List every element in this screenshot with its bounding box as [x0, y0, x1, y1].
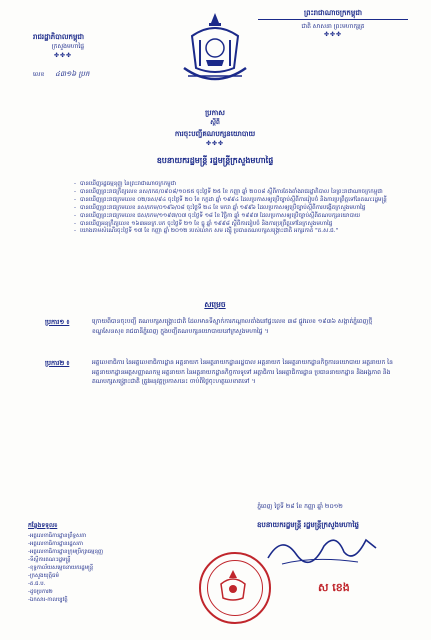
- cc-heading: កន្លែងទទួល៖: [28, 522, 58, 529]
- cc-item: -ក្រសួងយុត្តិធម៌: [28, 573, 59, 579]
- national-motto: ជាតិ សាសនា ព្រះមហាក្សត្រ: [301, 23, 365, 30]
- signatory-title: ឧបនាយករដ្ឋមន្ត្រី រដ្ឋមន្ត្រីក្រសួងមហាផ្ទៃ: [256, 521, 359, 529]
- cc-item: -អគ្គលេខាធិការដ្ឋានក្រុមប្រឹក្សាធម្មនុញ្ញ: [28, 549, 104, 555]
- motto-ornament: ✤✤✤: [323, 31, 343, 38]
- reference-item: - យោងតាមសំណើរចុះថ្ងៃទី ១៧ ខែ កញ្ញា ឆ្នាំ ២០១២ របស់លោក សម រង្ស៊ី ប្រធានគណបក្សសង្គ្រោះជាតិ អក្សរកាត់ "គ.ស.ជ.": [74, 228, 392, 236]
- header-rule: [258, 19, 408, 20]
- reference-item: - បានឃើញព្រះរាជក្រមលេខ ០២/នស/៩៤ ចុះថ្ងៃទី ២០ ខែ កក្កដា ឆ្នាំ ១៩៩៤ ដែលប្រកាសឲ្យប្រើច្បាប់ស្តីពីការរៀបចំ និងការប្រព្រឹត្តទៅនៃគណៈរដ្ឋមន្ត្រី: [74, 197, 392, 205]
- reference-item: - បានឃើញអនុក្រឹត្យលេខ ១៦៣អនក្រ.បក ចុះថ្ងៃទី ២១ ខែ ធ្នូ ឆ្នាំ ១៩៩៨ ស្តីពីការរៀបចំ និងការប្រព្រឹត្តទៅនៃក្រសួងមហាផ្ទៃ: [74, 221, 392, 229]
- cc-list: [28, 532, 103, 604]
- ministry-ornament: ✤✤✤: [53, 52, 73, 59]
- cc-item: -ខុទ្ទកាល័យសម្តេចនាយករដ្ឋមន្ត្រី: [28, 565, 94, 571]
- article-2-text: អគ្គលេខាធិការ នៃអគ្គលេខាធិការដ្ឋាន អគ្គនាយក នៃអគ្គនាយកដ្ឋានរដ្ឋបាល អគ្គនាយក នៃអគ្គនាយកដ្ឋានកិច្ចការនយោបាយ អគ្គនាយក នៃអគ្គនាយកដ្ឋានអត្តសញ្ញាណកម្ម អគ្គនាយក នៃអគ្គនាយកដ្ឋានកិច្ចការទូទៅ អគ្គាធិការ នៃអគ្គាធិការដ្ឋាន ប្រធាននាយកដ្ឋាន និងអង្គភាព និងគណបក្សសង្គ្រោះជាតិ ត្រូវអនុវត្តប្រកាសនេះ ចាប់ពីថ្ងៃចុះហត្ថលេខាតទៅ ។: [92, 359, 393, 386]
- reference-item: - បានឃើញព្រះរាជក្រមលេខ ជស/រកម/១១៩៧/០៧ ចុះថ្ងៃទី ១៨ ខែ វិច្ឆិកា ឆ្នាំ ១៩៩៧ ដែលប្រកាសឲ្យប្រើច្បាប់ស្តីពីគណបក្សនយោបាយ: [74, 213, 392, 221]
- reference-item: - បានឃើញព្រះរាជក្រមលេខ នស/រកម/០១៩៦/០៨ ចុះថ្ងៃទី ២៤ ខែ មករា ឆ្នាំ ១៩៩៦ ដែលប្រកាសឲ្យប្រើច្បាប់ស្តីពីការបង្កើតក្រសួងមហាផ្ទៃ: [74, 205, 392, 213]
- signatory-name: ស ខេង: [318, 581, 350, 594]
- seal-emblem-icon: [213, 566, 253, 606]
- cc-item: -ឯកសារ-កាលប្បវត្តិ: [28, 597, 68, 603]
- place-date: ភ្នំពេញ ថ្ងៃទី ២៨ ខែ កញ្ញា ឆ្នាំ ២០១២: [257, 503, 343, 510]
- decision-heading: សម្រេច: [204, 300, 226, 309]
- title-ornament: ✤✤✤: [205, 140, 225, 147]
- reference-label: លេខ: [33, 71, 45, 78]
- article-1-text: ក្រោយពីបានចុះបញ្ជី គណបក្សសង្គ្រោះជាតិ ដែលមានទីស្នាក់ការកណ្តាលតាំងនៅផ្ទះលេខ ៣៨ ផ្លូវលេខ ១៩៣៦ សង្កាត់ភ្នំពេញថ្មី ខណ្ឌសែនសុខ រាជធានីភ្នំពេញ ក្នុងបញ្ជីគណបក្សនយោបាយនៅក្រសួងមហាផ្ទៃ ។: [92, 318, 373, 335]
- government-heading: រាជរដ្ឋាភិបាលកម្ពុជា: [33, 33, 85, 41]
- reference-list: [74, 181, 392, 236]
- article-2-label: ប្រការ២ ៖: [45, 359, 70, 367]
- reference-number: ៤៣១៦ ប្រក: [55, 70, 90, 78]
- doc-type: ប្រកាស: [205, 109, 225, 117]
- cc-item: -អគ្គលេខាធិការដ្ឋានរដ្ឋសភា: [28, 541, 83, 547]
- reference-item: - បានឃើញរដ្ឋធម្មនុញ្ញ នៃព្រះរាជាណាចក្រកម្ពុជា: [74, 181, 392, 189]
- signature-image: [262, 528, 382, 570]
- ministry-heading: ក្រសួងមហាផ្ទៃ: [51, 43, 85, 50]
- kingdom-heading: ព្រះរាជាណាចក្រកម្ពុជា: [303, 9, 362, 17]
- cc-item: -ដូចប្រការ២: [28, 589, 53, 595]
- issuer-heading: ឧបនាយករដ្ឋមន្ត្រី រដ្ឋមន្ត្រីក្រសួងមហាផ្ទៃ: [156, 156, 274, 165]
- reference-item: - បានឃើញព្រះរាជក្រឹត្យលេខ នស/រកត/០៩០៨/១០៥៥ ចុះថ្ងៃទី ២៥ ខែ កញ្ញា ឆ្នាំ ២០០៨ ស្តីពីការតែងតាំងរាជរដ្ឋាភិបាល នៃព្រះរាជាណាចក្រកម្ពុជា: [74, 189, 392, 197]
- royal-emblem-icon: [178, 10, 252, 88]
- cc-item: -ទីស្តីការគណៈរដ្ឋមន្ត្រី: [28, 557, 71, 563]
- cc-item: -គ.ជ.ប.: [28, 581, 46, 587]
- doc-about: ស្តីពី: [210, 119, 220, 126]
- cc-item: -អគ្គលេខាធិការដ្ឋានព្រឹទ្ធសភា: [28, 533, 87, 539]
- doc-subject: ការចុះបញ្ជីគណបក្សនយោបាយ: [174, 130, 256, 138]
- article-1-label: ប្រការ១ ៖: [45, 318, 70, 326]
